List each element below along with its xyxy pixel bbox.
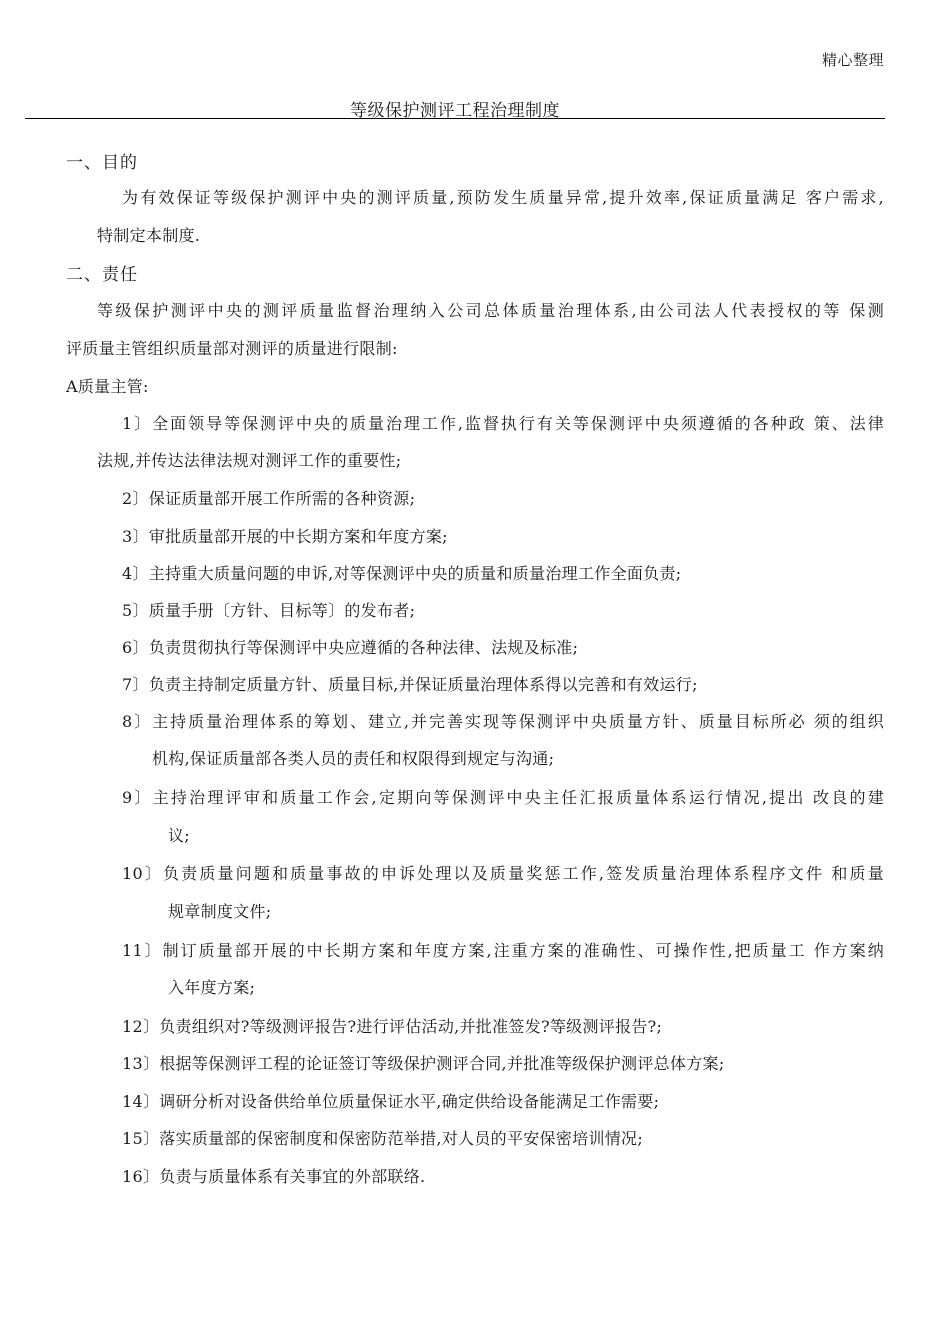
list-item-13: 13〕根据等保测评工程的论证签订等级保护测评合同,并批准等级保护测评总体方案; — [122, 1054, 725, 1073]
header-note: 精心整理 — [821, 51, 884, 69]
list-item-9-line-1: 9〕主持治理评审和质量工作会,定期向等保测评中央主任汇报质量体系运行情况,提出 改良的建 — [122, 788, 884, 807]
list-item-8-line-1: 8〕主持质量治理体系的筹划、建立,并完善实现等保测评中央质量方针、质量目标所必 须的组织 — [122, 712, 884, 731]
list-item-8-line-2: 机构,保证质量部各类人员的责任和权限得到规定与沟通; — [152, 749, 555, 768]
purpose-paragraph-line-2: 特制定本制度. — [97, 226, 201, 245]
list-item-11-line-1: 11〕制订质量部开展的中长期方案和年度方案,注重方案的准确性、可操作性,把质量工 作方案纳 — [122, 941, 884, 960]
list-item-16: 16〕负责与质量体系有关事宜的外部联络. — [122, 1167, 426, 1186]
list-item-3: 3〕审批质量部开展的中长期方案和年度方案; — [122, 527, 448, 546]
list-item-4: 4〕主持重大质量问题的申诉,对等保测评中央的质量和质量治理工作全面负责; — [122, 564, 682, 583]
list-item-11-line-2: 入年度方案; — [168, 978, 256, 997]
list-item-15: 15〕落实质量部的保密制度和保密防范举措,对人员的平安保密培训情况; — [122, 1129, 644, 1148]
list-item-1-line-2: 法规,并传达法律法规对测评工作的重要性; — [97, 451, 402, 470]
list-item-14: 14〕调研分析对设备供给单位质量保证水平,确定供给设备能满足工作需要; — [122, 1092, 660, 1111]
list-item-9-line-2: 议; — [168, 826, 190, 845]
list-item-12: 12〕负责组织对?等级测评报告?进行评估活动,并批准签发?等级测评报告?; — [122, 1017, 663, 1036]
list-item-10-line-2: 规章制度文件; — [168, 902, 272, 921]
list-item-2: 2〕保证质量部开展工作所需的各种资源; — [122, 489, 416, 508]
list-item-1-line-1: 1〕全面领导等保测评中央的质量治理工作,监督执行有关等保测评中央须遵循的各种政 策、法律 — [122, 414, 884, 433]
purpose-paragraph-line-1: 为有效保证等级保护测评中央的测评质量,预防发生质量异常,提升效率,保证质量满足 客户需求, — [122, 188, 884, 207]
list-item-10-line-1: 10〕负责质量问题和质量事故的申诉处理以及质量奖惩工作,签发质量治理体系程序文件 和质量 — [122, 864, 884, 883]
document-title: 等级保护测评工程治理制度 — [350, 101, 560, 121]
section-heading-responsibility: 二、责任 — [66, 265, 138, 285]
title-underline — [25, 118, 885, 119]
list-item-5: 5〕质量手册〔方针、目标等〕的发布者; — [122, 601, 416, 620]
section-heading-purpose: 一、目的 — [66, 153, 138, 173]
list-item-7: 7〕负责主持制定质量方针、质量目标,并保证质量治理体系得以完善和有效运行; — [122, 675, 698, 694]
responsibility-paragraph-line-1: 等级保护测评中央的测评质量监督治理纳入公司总体质量治理体系,由公司法人代表授权的等 保测 — [97, 301, 884, 320]
responsibility-paragraph-line-2: 评质量主管组织质量部对测评的质量进行限制: — [66, 339, 398, 358]
list-item-6: 6〕负责贯彻执行等保测评中央应遵循的各种法律、法规及标准; — [122, 638, 579, 657]
quality-supervisor-subheading: A质量主管: — [66, 377, 149, 396]
